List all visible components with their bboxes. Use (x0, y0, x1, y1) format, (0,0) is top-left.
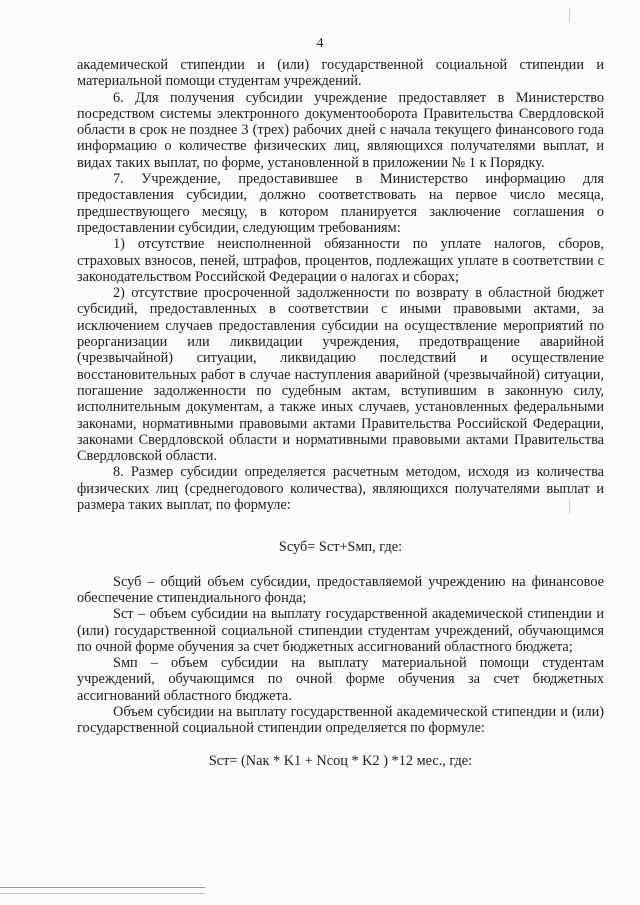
requirement-2: 2) отсутствие просроченной задолженности по возврату в областной бюджет субсидий, предоставленных в соответствии с иными правовыми актами, за исключением случаев предоставления субсидии на осуществление мероприятий по реорганизации или ликвидации учреждения, предотвращение аварийной (чрезвычайной) ситуации, ликвидацию последствий и осуществление восстановительных работ в случае наступления аварийной (чрезвычайной) ситуации, погашение задолженности по судебным актам, вступившим в законную силу, исполнительным документам, а также иных случаев, установленных федеральными законами, нормативными правовыми актами Правительства Российской Федерации, законами Свердловской области и нормативными правовыми актами Правительства Свердловской области. (77, 285, 604, 465)
scan-mark (569, 8, 570, 22)
paragraph-7: 7. Учреждение, предоставившее в Министерство информацию для предоставления субсидии, должно соответствовать на первое число месяца, предшествующего месяцу, в котором планируется заключение соглашения о предоставлении субсидии, следующим требованиям: (77, 171, 604, 236)
definition-s-mp: Sмп – объем субсидии на выплату материальной помощи студентам учреждений, обучающимся по очной форме обучения за счет бюджетных ассигнований областного бюджета. (77, 655, 604, 704)
page-number: 4 (316, 36, 324, 51)
definition-s-st: Sст – объем субсидии на выплату государственной академической стипендии и (или) государственной социальной стипендии студентам учреждений, обучающимся по очной форме обучения за счет бюджетных ассигнований областного бюджета; (77, 606, 604, 655)
formula-stipend: Sст= (Nак * K1 + Nсоц * K2 ) *12 мес., где: (208, 752, 473, 769)
definition-s-sub: Sсуб – общий объем субсидии, предоставляемой учреждению на финансовое обеспечение стипендиального фонда; (77, 573, 604, 606)
footer-rule (0, 887, 205, 888)
document-body (77, 57, 604, 769)
paragraph-8: 8. Размер субсидии определяется расчетным методом, исходя из количества физических лиц (среднегодового количества), являющихся получателями выплат и размера таких выплат, по формуле: (77, 464, 604, 514)
formula-total-subsidy: Sсуб= Sст+Sмп, где: (278, 539, 403, 556)
requirement-1: 1) отсутствие неисполненной обязанности по уплате налогов, сборов, страховых взносов, пеней, штрафов, процентов, подлежащих уплате в соответствии с законодательством Российской Федерации о налогах и сборах; (77, 236, 604, 285)
paragraph-6: 6. Для получения субсидии учреждение предоставляет в Министерство посредством системы электронного документооборота Правительства Свердловской области в срок не позднее 3 (трех) рабочих дней с начала текущего финансового года информацию о количестве физических лиц, являющихся получателями выплат, и видах таких выплат, по форме, установленной в приложении № 1 к Порядку. (77, 89, 604, 171)
paragraph-stipend-volume: Объем субсидии на выплату государственной академической стипендии и (или) государственной социальной стипендии определяется по формуле: (77, 703, 604, 737)
footer-rule (0, 893, 205, 894)
paragraph-continuation: академической стипендии и (или) государственной социальной стипендии и материальной помощи студентам учреждений. (77, 57, 604, 90)
